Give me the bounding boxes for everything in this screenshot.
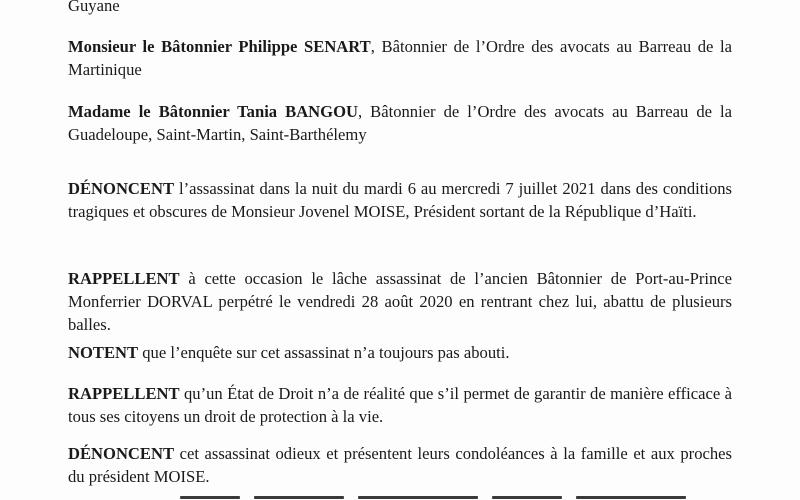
paragraph-denoncent-2 <box>68 442 732 488</box>
paragraph-rappellent-2 <box>68 382 732 428</box>
rappellent-1-text: à cette occasion le lâche assassinat de l’ancien Bâtonnier de Port-au-Prince Monferrier DORVAL perpétré le vendredi 28 août 2020 en rentrant chez lui, abattu de plusieurs balles. <box>68 269 732 334</box>
senart-role: , Bâtonnier de l’Ordre des avocats au Barreau de la Martinique <box>68 37 733 79</box>
guyane-text: Guyane <box>68 0 120 15</box>
notent-keyword: NOTENT <box>68 343 139 362</box>
denoncent-1-text: l’assassinat dans la nuit du mardi 6 au mercredi 7 juillet 2021 dans des conditions tragiques et obscures de Monsieur Jovenel MOISE, Président sortant de la République d’Haïti. <box>68 179 732 221</box>
paragraph-rappellent-1 <box>68 267 732 336</box>
notent-text: que l’enquête sur cet assassinat n’a toujours pas abouti. <box>138 343 510 362</box>
denoncent-2-text: cet assassinat odieux et présentent leurs condoléances à la famille et aux proches du président MOISE. <box>68 444 732 486</box>
senart-name: Monsieur le Bâtonnier Philippe SENART <box>68 37 371 56</box>
denoncent-1-keyword: DÉNONCENT <box>68 179 175 198</box>
denoncent-2-keyword: DÉNONCENT <box>68 444 175 463</box>
paragraph-notent <box>68 341 732 364</box>
paragraph-denoncent-1 <box>68 177 732 223</box>
rappellent-2-text: qu’un État de Droit n’a de réalité que s’il permet de garantir de manière efficace à tous ses citoyens un droit de protection à la vie. <box>68 384 732 426</box>
bangou-name: Madame le Bâtonnier Tania BANGOU <box>68 102 358 121</box>
rappellent-1-keyword: RAPPELLENT <box>68 269 180 288</box>
text-fragment-guyane <box>68 0 732 17</box>
cut-off-next-line <box>180 492 740 500</box>
paragraph-bangou <box>68 100 732 146</box>
paragraph-senart <box>68 35 732 81</box>
bangou-role: , Bâtonnier de l’Ordre des avocats au Barreau de la Guadeloupe, Saint-Martin, Saint-Barthélemy <box>68 102 733 144</box>
rappellent-2-keyword: RAPPELLENT <box>68 384 180 403</box>
